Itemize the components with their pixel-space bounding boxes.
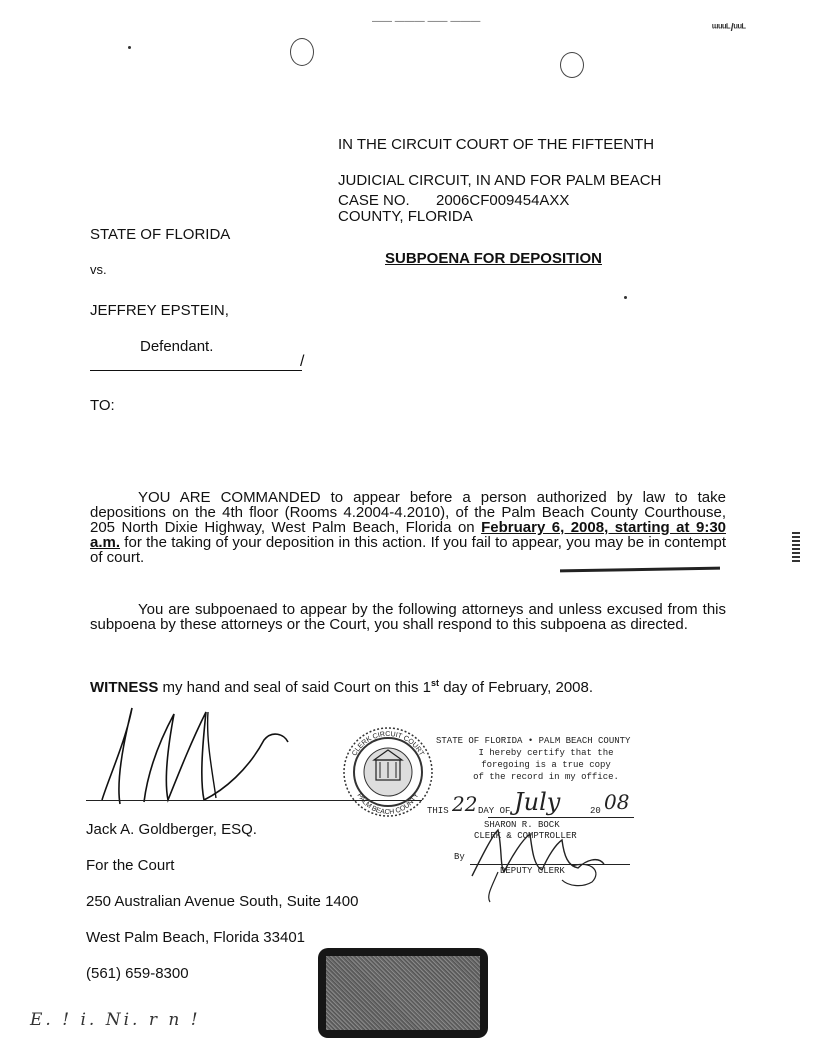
- cert-year-handwritten: 08: [604, 790, 630, 814]
- corner-fragment: ᵚᵘᵘᴸ/ᵘᵘᴸ: [712, 22, 747, 34]
- scan-artifact: [792, 532, 800, 562]
- punch-hole-right: [560, 52, 584, 78]
- attorney-role: For the Court: [86, 857, 175, 874]
- seal-bottom-text: PALM BEACH COUNTY: [355, 792, 421, 817]
- defendant-name: JEFFREY EPSTEIN,: [90, 302, 229, 319]
- cert-this-label: THIS: [427, 806, 449, 816]
- attorney-address-1: 250 Australian Avenue South, Suite 1400: [86, 893, 359, 910]
- command-text-2: for the taking of your deposition in this action. If you fail to appear, you may be in contempt of court.: [90, 534, 726, 566]
- redaction-stamp: [318, 948, 488, 1038]
- plaintiff: STATE OF FLORIDA: [90, 226, 231, 243]
- deputy-clerk-signature: [452, 816, 622, 906]
- cert-line-3: of the record in my office.: [473, 772, 619, 782]
- court-line-3: COUNTY, FLORIDA: [338, 208, 473, 225]
- cert-day-of-label: DAY OF: [478, 806, 511, 816]
- attorney-address-2: West Palm Beach, Florida 33401: [86, 929, 306, 946]
- defendant-role: Defendant.: [140, 338, 214, 355]
- cert-day-handwritten: 22: [452, 792, 478, 816]
- punch-hole-left: [290, 38, 314, 66]
- witness-line: [90, 678, 593, 696]
- cert-line-1: I hereby certify that the: [478, 748, 614, 758]
- cert-clerk-name: SHARON R. BOCK: [484, 820, 560, 830]
- cert-deputy-label: DEPUTY CLERK: [500, 866, 565, 876]
- deposition-date: February 6, 2008, starting at 9:30 a.m.: [90, 519, 727, 551]
- header-fragment: —— ——— —— ———: [372, 16, 481, 27]
- attorney-signature: [88, 700, 328, 808]
- witness-text-1: my hand and seal of said Court on this 1: [158, 679, 432, 696]
- court-line-1: IN THE CIRCUIT COURT OF THE FIFTEENTH: [338, 136, 655, 153]
- certification-block: [436, 735, 636, 783]
- speck: [624, 296, 627, 299]
- cert-line-2: foregoing is a true copy: [481, 760, 611, 770]
- caption-rule: [90, 370, 302, 371]
- redaction-pattern: [326, 956, 480, 1030]
- seal-top-text: CLERK CIRCUIT COURT: [351, 730, 425, 758]
- witness-text-2: day of February, 2008.: [439, 679, 594, 696]
- document-title: SUBPOENA FOR DEPOSITION: [385, 250, 602, 267]
- court-seal: [340, 724, 436, 820]
- cert-heading: STATE OF FLORIDA • PALM BEACH COUNTY: [436, 736, 631, 746]
- witness-lead: WITNESS: [90, 679, 159, 696]
- cert-clerk-title: CLERK & COMPTROLLER: [474, 831, 577, 841]
- command-text-1: YOU ARE COMMANDED to appear before a person authorized by law to take depositions on the 4th floor (Rooms 4.2004-4.2010), of the Palm Beach County Courthouse, 205 North Dixie Highway, West Palm Beach, Florida on: [90, 489, 726, 536]
- attorney-phone: (561) 659-8300: [86, 965, 189, 982]
- to-label: TO:: [90, 397, 115, 414]
- speck: [128, 46, 131, 49]
- cert-by-label: By: [454, 852, 465, 862]
- case-number: 2006CF009454AXX: [436, 192, 570, 209]
- attorney-name: Jack A. Goldberger, ESQ.: [86, 821, 257, 838]
- scan-streak: [560, 567, 720, 573]
- cert-year-printed: 20: [590, 806, 601, 816]
- cert-month-handwritten: July: [514, 788, 561, 816]
- versus: vs.: [90, 262, 107, 277]
- caption-slash: /: [300, 353, 305, 370]
- bottom-scribble: E. ! i. Ni. r n !: [30, 1010, 201, 1030]
- command-paragraph: [90, 490, 726, 565]
- court-caption: [338, 118, 738, 244]
- court-line-2: JUDICIAL CIRCUIT, IN AND FOR PALM BEACH: [338, 172, 662, 189]
- subpoena-paragraph: You are subpoenaed to appear by the following attorneys and unless excused from this subpoena by these attorneys or the Court, you shall respond to this subpoena as directed.: [90, 601, 726, 633]
- witness-superscript: st: [431, 678, 440, 688]
- case-label: CASE NO.: [338, 192, 410, 209]
